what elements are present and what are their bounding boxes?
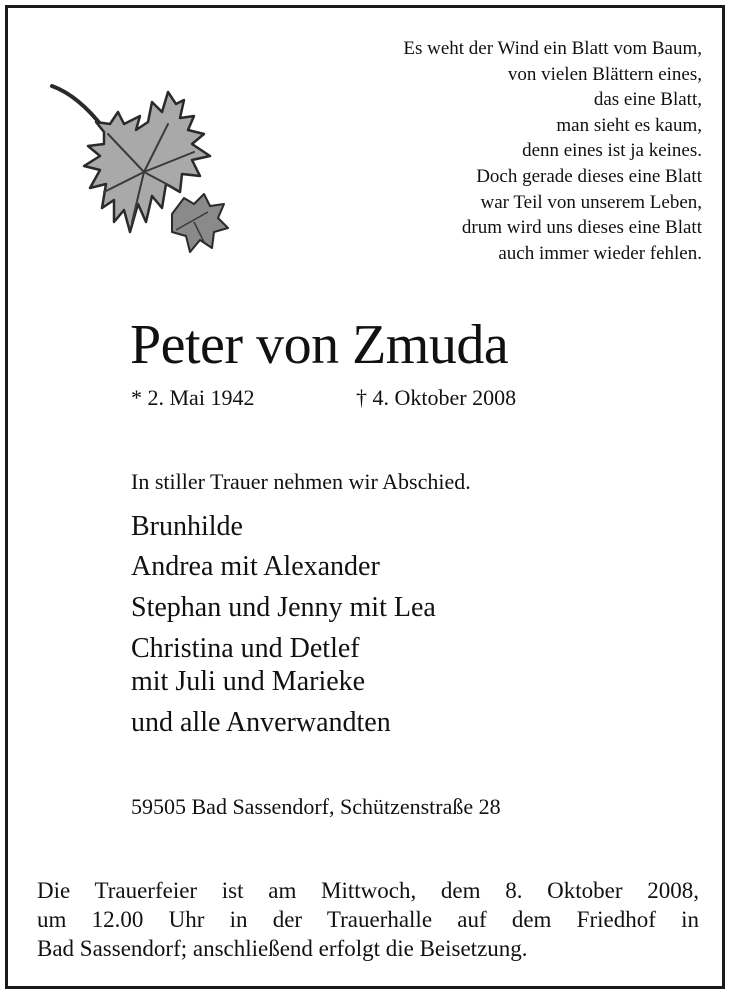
mourner-entry: Christina und Detlef	[131, 633, 360, 664]
poem-line: Doch gerade dieses eine Blatt	[476, 165, 702, 187]
funeral-line: Die Trauerfeier ist am Mittwoch, dem 8. Oktober 2008,	[37, 878, 699, 903]
mourner-entry: Andrea mit Alexander	[131, 551, 380, 582]
poem-line: Es weht der Wind ein Blatt vom Baum,	[403, 38, 702, 59]
mourner-entry: Brunhilde	[131, 511, 243, 542]
poem-line: man sieht es kaum,	[556, 114, 702, 136]
maple-leaf-icon	[44, 72, 244, 272]
poem-line: das eine Blatt,	[593, 89, 702, 111]
life-dates	[131, 383, 517, 413]
funeral-line: um 12.00 Uhr in der Trauerhalle auf dem Friedhof in	[37, 907, 699, 932]
mourner-entry: mit Juli und Marieke	[131, 666, 366, 697]
poem-line: denn eines ist ja keines.	[522, 140, 702, 162]
funeral-line: Bad Sassendorf; anschließend erfolgt die Beisetzung.	[37, 936, 528, 961]
deceased-name: Peter von Zmuda	[130, 314, 509, 376]
memorial-poem	[282, 36, 702, 266]
poem-line: von vielen Blättern eines,	[507, 63, 702, 85]
death-date: † 4. Oktober 2008	[356, 385, 517, 410]
birth-date: * 2. Mai 1942	[131, 385, 255, 410]
farewell-line: In stiller Trauer nehmen wir Abschied.	[131, 469, 471, 494]
poem-line: auch immer wieder fehlen.	[498, 242, 702, 264]
poem-line: war Teil von unserem Leben,	[480, 191, 702, 213]
mourner-entry: und alle Anverwandten	[131, 707, 391, 738]
address-line: 59505 Bad Sassendorf, Schützenstraße 28	[131, 794, 501, 819]
funeral-notice	[37, 876, 699, 963]
mourner-entry: Stephan und Jenny mit Lea	[131, 592, 436, 623]
poem-line: drum wird uns dieses eine Blatt	[461, 217, 702, 239]
